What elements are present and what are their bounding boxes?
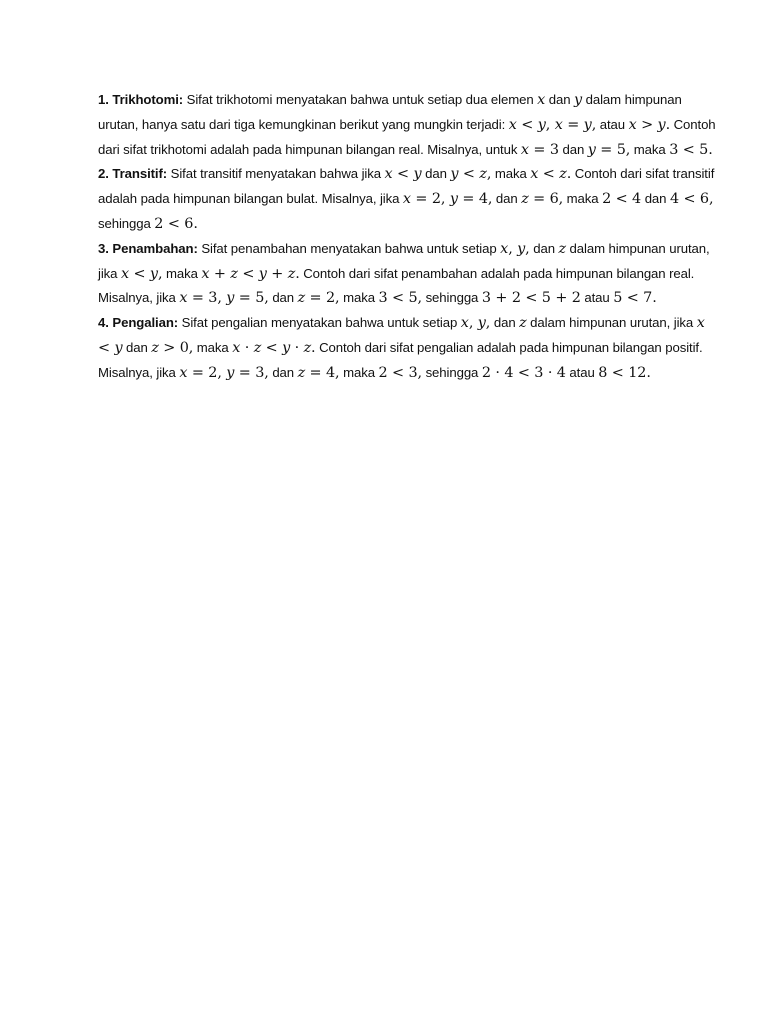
paragraph-text: Contoh dari sifat pengalian adalah pada himpunan bilangan positif. Misalnya, jika bbox=[98, 339, 703, 380]
property-paragraph bbox=[98, 88, 720, 162]
math-expression: x > y. bbox=[628, 116, 671, 133]
property-term: Pengalian: bbox=[112, 315, 179, 331]
math-expression: x + z < y + z. bbox=[201, 265, 300, 282]
paragraph-text: sehingga bbox=[98, 215, 155, 231]
paragraph-text: maka bbox=[563, 191, 603, 207]
math-expression: 8 < 12. bbox=[598, 364, 651, 381]
math-expression: z = 2, bbox=[297, 290, 340, 307]
paragraph-text: dalam himpunan urutan, jika bbox=[526, 315, 697, 331]
paragraph-body bbox=[98, 166, 714, 231]
paragraph-text: Contoh dari sifat penambahan adalah pada himpunan bilangan real. Misalnya, jika bbox=[98, 265, 695, 306]
math-expression: x bbox=[537, 92, 546, 108]
math-expression: x = 2, y = 3, bbox=[179, 364, 269, 381]
math-expression: 2 < 4 bbox=[602, 191, 642, 208]
property-paragraph bbox=[98, 162, 720, 236]
math-expression: y = 5, bbox=[587, 141, 631, 158]
paragraph-text: dalam himpunan urutan, hanya satu dari tiga kemungkinan berikut yang mungkin terjadi: bbox=[98, 92, 682, 132]
math-expression: x = 3 bbox=[520, 141, 559, 158]
paragraph-text: maka bbox=[162, 265, 202, 281]
item-number: 3. bbox=[98, 240, 109, 256]
paragraph-text: atau bbox=[580, 290, 614, 306]
paragraph-text: maka bbox=[339, 290, 379, 306]
paragraph-text: maka bbox=[491, 166, 531, 182]
paragraph-text: dan bbox=[545, 92, 575, 107]
paragraph-text: sehingga bbox=[422, 364, 482, 380]
paragraph-text: dan bbox=[268, 364, 298, 380]
paragraph-text: dan bbox=[490, 315, 520, 331]
math-expression: x < y bbox=[98, 315, 705, 356]
math-expression: x, y, bbox=[500, 240, 530, 257]
math-expression: x < z. bbox=[530, 166, 572, 183]
item-number: 2. bbox=[98, 166, 109, 182]
paragraph-body bbox=[98, 315, 705, 380]
paragraph-text: maka bbox=[193, 339, 233, 355]
math-expression: 2 < 3, bbox=[378, 364, 422, 381]
document-body bbox=[98, 88, 720, 386]
math-expression: 4 < 6, bbox=[669, 191, 714, 208]
math-expression: 2 < 6. bbox=[154, 215, 198, 232]
paragraph-text: dan bbox=[421, 166, 451, 182]
math-expression: x · z < y · z. bbox=[232, 339, 316, 356]
paragraph-text: Sifat transitif menyatakan bahwa jika bbox=[167, 166, 385, 182]
paragraph-text: Sifat pengalian menyatakan bahwa untuk setiap bbox=[178, 315, 461, 331]
paragraph-text: dalam himpunan urutan, jika bbox=[98, 240, 710, 281]
math-expression: 2 · 4 < 3 · 4 bbox=[481, 364, 566, 381]
math-expression: z = 6, bbox=[521, 191, 564, 208]
math-expression: 3 + 2 < 5 + 2 bbox=[481, 290, 581, 307]
math-expression: y bbox=[574, 92, 583, 108]
property-paragraph bbox=[98, 237, 720, 311]
paragraph-text: Sifat trikhotomi menyatakan bahwa untuk setiap dua elemen bbox=[183, 92, 538, 107]
paragraph-text: dan bbox=[529, 240, 559, 256]
paragraph-text: maka bbox=[339, 364, 379, 380]
math-expression: z > 0, bbox=[151, 339, 194, 356]
property-term: Penambahan: bbox=[112, 240, 198, 256]
math-expression: x < y, bbox=[120, 265, 163, 282]
item-number: 1. bbox=[98, 92, 109, 107]
property-term: Transitif: bbox=[112, 166, 168, 182]
paragraph-text: sehingga bbox=[422, 290, 482, 306]
property-term: Trikhotomi: bbox=[112, 92, 184, 107]
item-number: 4. bbox=[98, 315, 109, 331]
math-expression: z bbox=[558, 240, 566, 257]
paragraph-text: atau bbox=[565, 364, 599, 380]
paragraph-body bbox=[98, 92, 716, 157]
math-expression: x = 2, y = 4, bbox=[402, 191, 493, 208]
paragraph-text: dan bbox=[492, 191, 522, 207]
math-expression: y < z, bbox=[450, 166, 492, 183]
property-paragraph bbox=[98, 311, 720, 385]
math-expression: x = 3, y = 5, bbox=[179, 290, 269, 307]
math-expression: 3 < 5. bbox=[669, 141, 713, 158]
math-expression: x < y bbox=[384, 166, 422, 183]
math-expression: 3 < 5, bbox=[378, 290, 422, 307]
math-expression: z bbox=[519, 315, 527, 332]
math-expression: z = 4, bbox=[297, 364, 340, 381]
paragraph-text: dan bbox=[268, 290, 298, 306]
paragraph-text: atau bbox=[596, 116, 629, 132]
paragraph-text: dan bbox=[122, 339, 152, 355]
math-expression: 5 < 7. bbox=[613, 290, 657, 307]
math-expression: x < y, x = y, bbox=[508, 116, 597, 133]
paragraph-text: Sifat penambahan menyatakan bahwa untuk setiap bbox=[197, 240, 501, 256]
paragraph-text: Contoh dari sifat transitif adalah pada himpunan bilangan bulat. Misalnya, jika bbox=[98, 166, 715, 207]
paragraph-text: dan bbox=[558, 141, 588, 157]
math-expression: x, y, bbox=[460, 315, 491, 332]
paragraph-text: Contoh dari sifat trikhotomi adalah pada himpunan bilangan real. Misalnya, untuk bbox=[98, 116, 716, 157]
paragraph-text: maka bbox=[630, 141, 670, 157]
paragraph-text: dan bbox=[641, 191, 670, 207]
